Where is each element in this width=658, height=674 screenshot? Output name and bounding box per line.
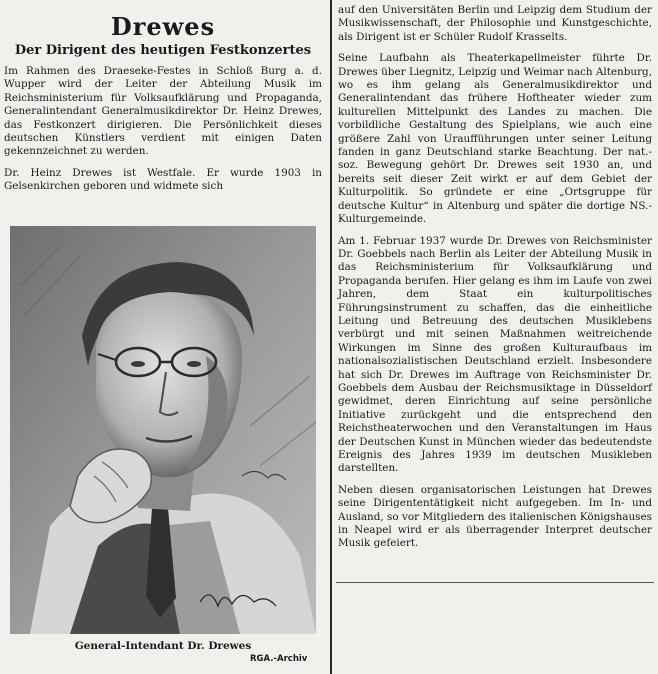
column-divider <box>330 0 332 674</box>
left-column <box>0 0 326 674</box>
portrait-illustration <box>10 226 316 634</box>
right-paragraph-3: Am 1. Februar 1937 wurde Dr. Drewes von Reichsminister Dr. Goebbels nach Berlin als Leiter der Abteilung Musik in das Reichsministerium für Volksaufklärung und Propaganda berufen. Hier gelang es ihm im Laufe von zwei Jahren, dem Staat ein kulturpolitisches Führungsinstrument zu schaffen, das die einheitliche Leitung und Betreuung des deutschen Musiklebens verbürgt und mit seinen Maßnahmen weitreichende Wirkungen im Sinne des großen Kulturaufbaus im nationalsozialistischen Deutschland erzielt. Insbesondere hat sich Dr. Drewes im Auftrage von Reichsminister Dr. Goebbels dem Ausbau der Reichsmusiktage in Düsseldorf gewidmet, deren Einrichtung auf seine persönliche Initiative zurückgeht und die entsprechend den Reichstheaterwochen und den Veranstaltungen im Haus der Deutschen Kunst in München wieder das bedeutendste Ereignis des Jahres 1939 im deutschen Musikleben darstellten. <box>338 234 652 475</box>
right-paragraph-4: Neben diesen organisatorischen Leistungen hat Drewes seine Dirigententätigkeit nicht aufgegeben. Im In- und Ausland, so vor Mitgliedern des italienischen Königshauses in Neapel wird er als überragender Interpret deutscher Musik gefeiert. <box>338 483 652 550</box>
right-paragraph-1: auf den Universitäten Berlin und Leipzig dem Studium der Musikwissenschaft, der Philosophie und Kunstgeschichte, als Dirigent ist er Schüler Rudolf Krasselts. <box>338 4 652 43</box>
left-paragraph-2: Dr. Heinz Drewes ist Westfale. Er wurde 1903 in Gelsenkirchen geboren und widmete sich <box>4 166 322 193</box>
right-column <box>336 0 654 674</box>
portrait-drawing-icon <box>10 226 316 634</box>
archive-credit: RGA.-Archiv <box>250 654 308 664</box>
article-headline: Drewes <box>110 12 216 41</box>
left-paragraph-1: Im Rahmen des Draeseke-Festes in Schloß Burg a. d. Wupper wird der Leiter der Abteilung Musik im Reichsministerium für Volksaufklärung und Propaganda, Generalintendant Generalmusikdirektor Dr. Heinz Drewes, das Festkonzert dirigieren. Die Persönlichkeit dieses deutschen Künstlers verdient mit einigen Daten gekennzeichnet zu werden. <box>4 65 322 158</box>
section-divider <box>336 582 654 583</box>
right-paragraph-2: Seine Laufbahn als Theaterkapellmeister führte Dr. Drewes über Liegnitz, Leipzig und Weimar nach Altenburg, wo es ihm gelang als Generalmusikdirektor und Generalintendant das frühere Hoftheater wieder zum kulturellen Mittelpunkt des Landes zu machen. Die vorbildliche Gestaltung des Spielplans, wie auch eine größere Zahl von Uraufführungen unter seiner Leitung fanden in ganz Deutschland starke Beachtung. Der nat.-soz. Bewegung gehört Dr. Drewes seit 1930 an, und bereits seit dieser Zeit wirkt er auf dem Gebiet der Kulturpolitik. So gründete er eine „Ortsgruppe für deutsche Kultur“ in Altenburg und später die dortige NS.-Kulturgemeinde. <box>338 52 652 226</box>
article-subheadline: Der Dirigent des heutigen Festkonzertes <box>14 43 312 58</box>
portrait-caption: General-Intendant Dr. Drewes <box>74 640 252 652</box>
